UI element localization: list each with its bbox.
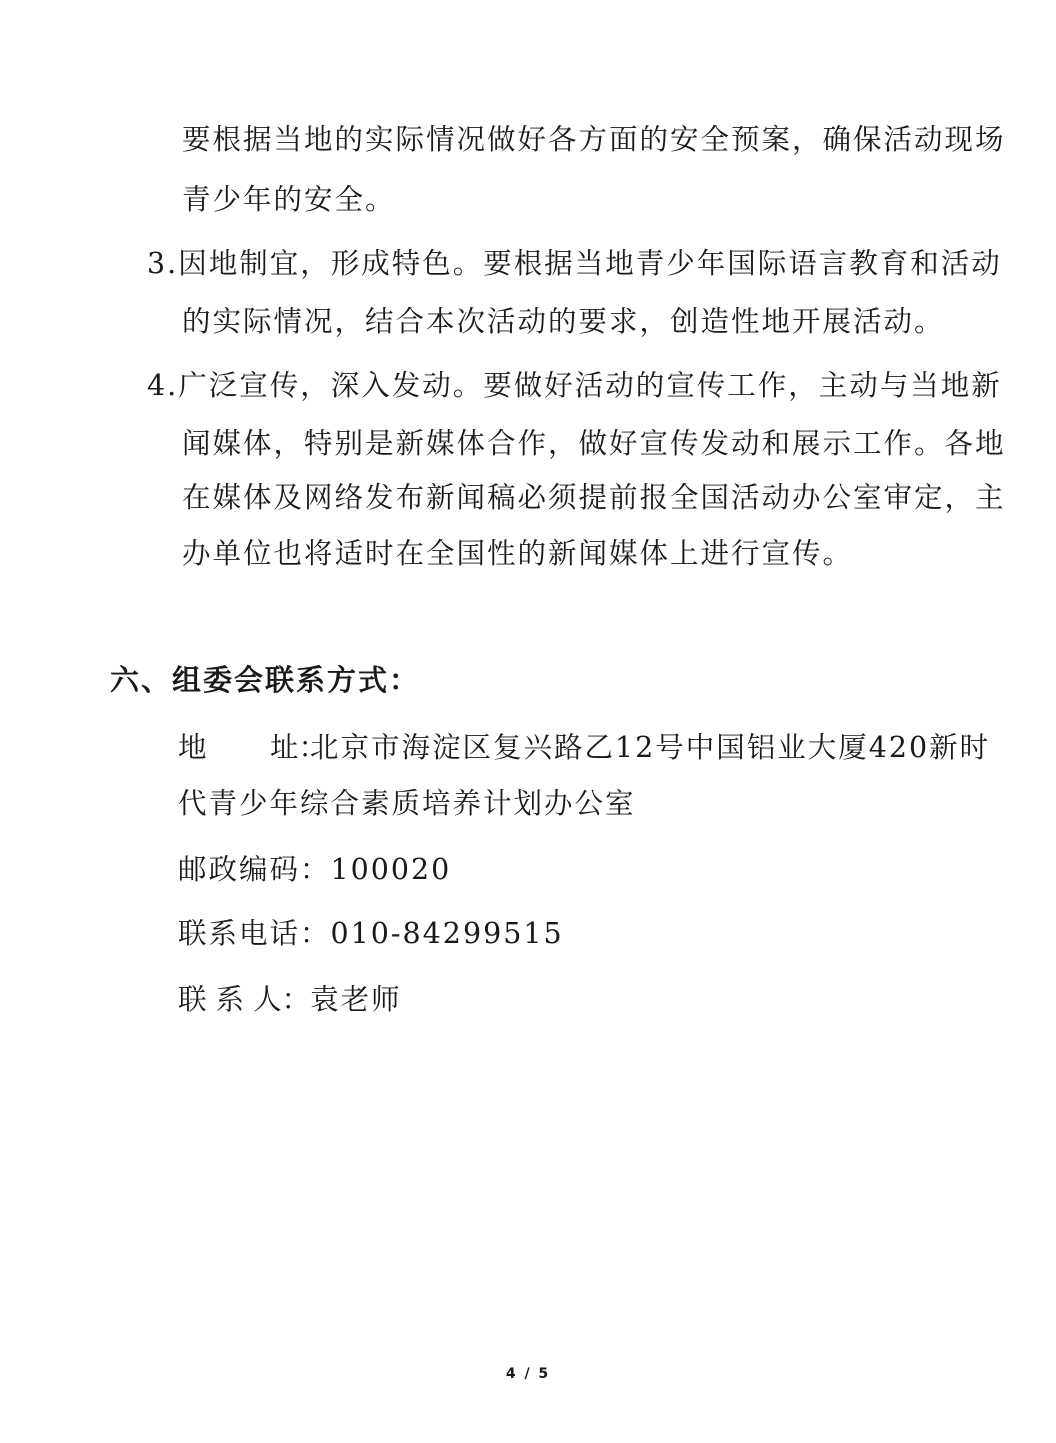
- paragraph-line: 青少年的安全。: [182, 183, 396, 216]
- address-label-part: 地: [178, 731, 207, 764]
- address-line-2: 代青少年综合素质培养计划办公室: [178, 787, 636, 820]
- paragraph-line: 的实际情况，结合本次活动的要求，创造性地开展活动。: [182, 305, 945, 338]
- list-item-text: 因地制宜，形成特色。要根据当地青少年国际语言教育和活动: [178, 247, 1002, 280]
- postcode-label: 邮政编码：: [178, 853, 331, 886]
- paragraph-line: 闻媒体，特别是新媒体合作，做好宣传发动和展示工作。各地: [182, 427, 1006, 460]
- contact-label: 联 系 人：: [178, 983, 311, 1016]
- page-number: 4 / 5: [505, 1366, 551, 1382]
- address-label: [178, 728, 328, 768]
- address-value: 北京市海淀区复兴路乙12号中国铝业大厦420新时: [310, 731, 991, 764]
- postcode-value: 100020: [330, 853, 452, 886]
- paragraph-line: 办单位也将适时在全国性的新闻媒体上进行宣传。: [182, 537, 854, 570]
- list-item-4: [147, 366, 1002, 406]
- section-heading: 六、组委会联系方式：: [110, 663, 421, 697]
- list-item-3: [147, 244, 1002, 284]
- phone-line: [178, 914, 564, 954]
- address-line: [178, 728, 990, 768]
- paragraph-line: 要根据当地的实际情况做好各方面的安全预案，确保活动现场: [182, 123, 1006, 156]
- contact-line: [178, 980, 402, 1020]
- phone-label: 联系电话：: [178, 917, 331, 950]
- contact-value: 袁老师: [310, 983, 402, 1016]
- address-label-part: 址：: [270, 731, 328, 764]
- paragraph-line: 在媒体及网络发布新闻稿必须提前报全国活动办公室审定，主: [182, 481, 1006, 514]
- list-number: 4.: [147, 369, 179, 402]
- list-item-text: 广泛宣传，深入发动。要做好活动的宣传工作，主动与当地新: [178, 369, 1002, 402]
- phone-value: 010-84299515: [330, 917, 564, 950]
- postcode-line: [178, 850, 451, 890]
- list-number: 3.: [147, 247, 179, 280]
